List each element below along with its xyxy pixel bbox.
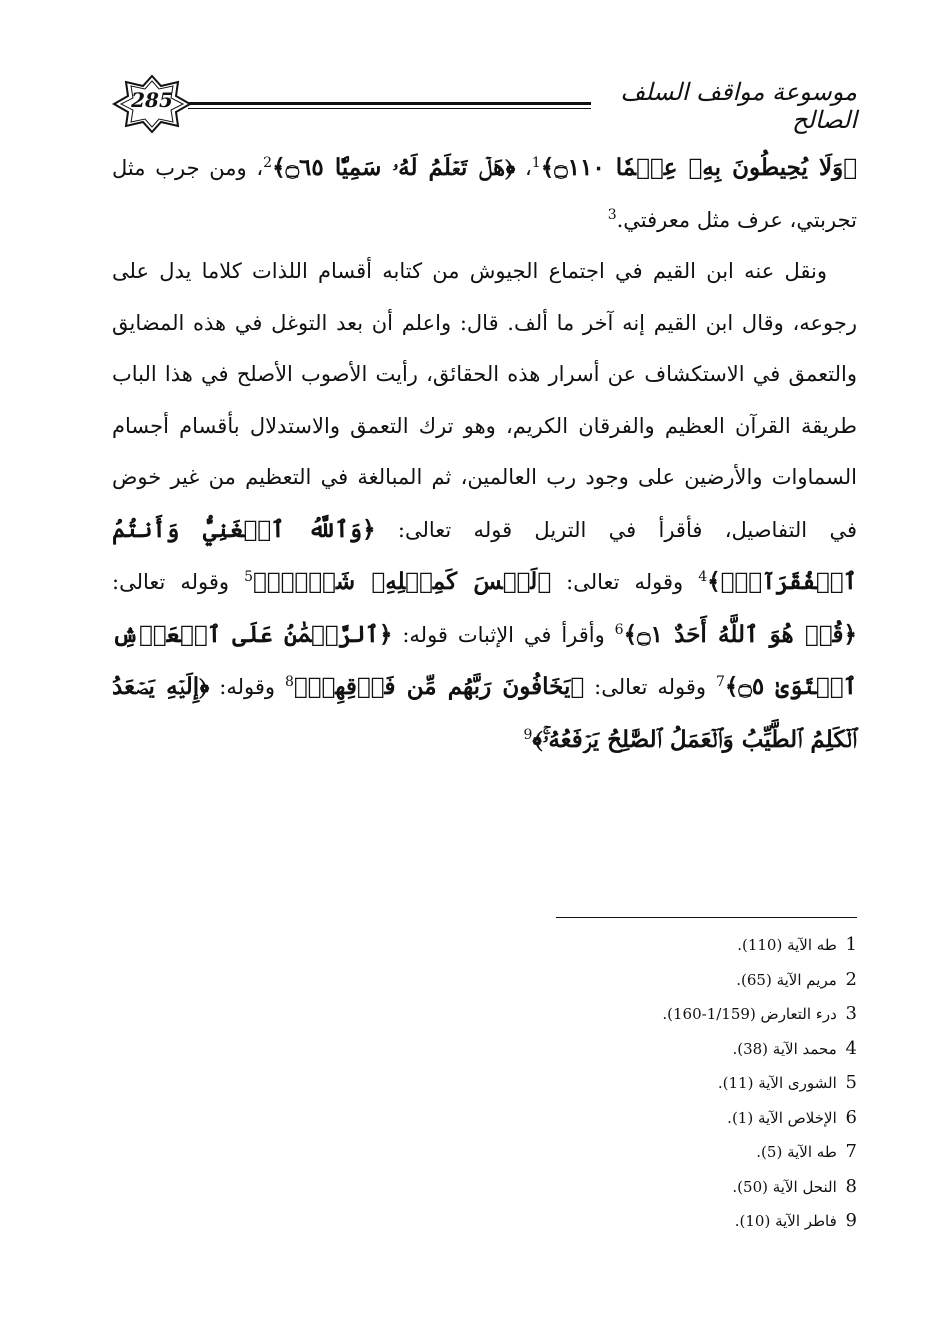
footnote-number: 8 [845,1175,857,1197]
footnote-ref: 6 [614,621,624,638]
footnote-ref: 4 [698,569,708,585]
footnote-text: طه الآية (110). [737,936,837,954]
footnote-number: 6 [845,1106,857,1128]
footnote-ref: 2 [263,155,273,171]
footnote-ref: 1 [531,155,541,171]
footnote-ref: 5 [244,569,253,585]
footnote-divider [556,917,857,918]
separator: ، [515,156,532,180]
footnote-number: 9 [845,1210,857,1231]
page-number-badge [112,74,192,134]
quran-verse: ﴿وَلَا يُحِيطُونَ بِهِۦ عِلۡمٗا ۝١١٠﴾ [540,154,857,181]
quran-verse: ﴿لَيۡسَ كَمِثۡلِهِۦ شَيۡءٞۖ﴾ [253,568,552,595]
footnotes-list [357,928,857,1239]
quran-verse: ﴿ٱلرَّحۡمَٰنُ عَلَى ٱلۡعَرۡشِ ٱسۡتَوَىٰ ۝٥﴾ [112,620,857,700]
footnote-number: 3 [845,1003,857,1024]
page-header [112,74,857,134]
footnote-number: 4 [845,1037,857,1059]
footnote-item [357,1101,857,1136]
footnote-number: 2 [845,968,857,990]
paragraph-text: وقوله تعالى: [551,570,699,594]
quran-verse: ﴿يَخَافُونَ رَبَّهُم مِّن فَوۡقِهِمۡ﴾ [293,673,585,700]
paragraph-text: ، ومن جرب مثل تجربتي، عرف مثل معرفتي. [112,156,857,232]
footnote-item [357,928,857,963]
footnote-text: مريم الآية (65). [736,970,837,989]
paragraph-text: وقوله تعالى: [584,675,716,699]
footnote-item [357,963,857,998]
footnote-number: 1 [845,934,857,955]
paragraph-text: وأقرأ في الإثبات قوله: [392,622,615,647]
quran-verse: ﴿إِلَيۡهِ يَصۡعَدُ ٱلۡكَلِمُ ٱلطَّيِّبُ وَٱلۡعَمَلُ ٱلصَّٰلِحُ يَرۡفَعُهُۥۚ﴾ [112,673,857,753]
footnote-item [357,1135,857,1170]
footnote-number: 5 [845,1072,857,1093]
paragraph-1 [112,142,857,246]
footnote-text: محمد الآية (38). [732,1039,837,1058]
footnote-item [357,1170,857,1205]
page-number: 285 [131,88,173,112]
footnote-text: طه الآية (5). [756,1143,837,1161]
quran-verse: ﴿وَٱللَّهُ ٱلۡغَنِيُّ وَأَنتُمُ ٱلۡفُقَرَآءُۚ﴾ [112,515,858,595]
footnote-item [357,1032,857,1067]
footnote-number: 7 [845,1141,857,1162]
footnote-ref: 8 [284,674,294,690]
footnote-text: درء التعارض (1/159-160). [662,1005,837,1023]
paragraph-text: ونقل عنه ابن القيم في اجتماع الجيوش من كتابه أقسام اللذات كلاما يدل على رجوعه، وقال ابن القيم إنه آخر ما ألف. قال: واعلم أن بعد التوغل في هذه المضايق والتعمق في الاستكشاف عن أسرار هذه الحقائق، رأيت الأصوب الأصلح في هذا الباب طريقة القرآن العظيم والفرقان الكريم، وهو ترك التعمق والاستدلال بأقسام أجسام السماوات والأرضين على وجود رب العالمين، ثم المبالغة في التعظيم من غير خوض في التفاصيل، فأقرأ في التريل قوله تعالى: [112,259,858,542]
quran-verse: ﴿هَلۡ تَعۡلَمُ لَهُۥ سَمِيّٗا ۝٦٥﴾ [272,154,516,181]
running-title: موسوعة مواقف السلف الصالح [591,78,857,134]
main-text [112,142,857,766]
footnote-item [357,997,857,1032]
footnote-text: الإخلاص الآية (1). [727,1108,837,1127]
paragraph-text: وقوله تعالى: [112,570,245,594]
footnote-text: النحل الآية (50). [732,1177,837,1196]
footnote-ref: 9 [523,726,533,743]
footnote-item [357,1204,857,1239]
footnote-ref: 3 [607,206,617,223]
footnote-ref: 7 [715,674,725,690]
quran-verse: ﴿قُلۡ هُوَ ٱللَّهُ أَحَدٌ ۝١﴾ [623,620,857,648]
footnote-text: الشورى الآية (11). [717,1074,837,1092]
footnote-item [357,1066,857,1101]
footnote-text: فاطر الآية (10). [734,1212,837,1230]
paragraph-text: وقوله: [209,675,285,699]
paragraph-2 [112,246,857,766]
